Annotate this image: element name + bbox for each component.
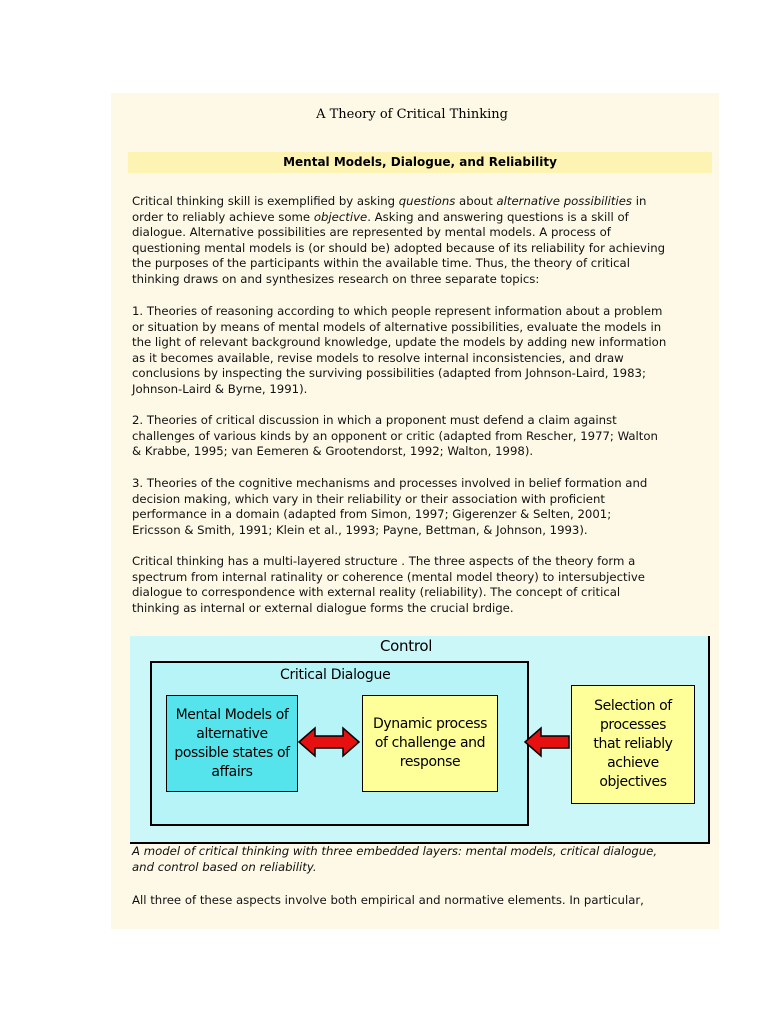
control-layer-label: Control bbox=[380, 637, 433, 655]
point-1-paragraph: 1. Theories of reasoning according to which people represent information about a problem or situation by means of mental models of alternative possibilities, evaluate the models in the light of relevant background knowledge, update the models by adding new information as it becomes available, revise models to resolve internal inconsistencies, and draw conclusions by inspecting the surviving possibilities (adapted from Johnson-Laird, 1983; Johnson-Laird & Byrne, 1991). bbox=[132, 304, 667, 396]
mental-models-text: Mental Models of alternative possible states of affairs bbox=[174, 706, 290, 780]
selection-of-processes-box bbox=[571, 685, 695, 804]
double-headed-arrow-icon bbox=[298, 725, 360, 759]
point-2-paragraph: 2. Theories of critical discussion in which a proponent must defend a claim against challenges of various kinds by an opponent or critic (adapted from Rescher, 1977; Walton & Krabbe, 1995; van Eemeren & Grootendorst, 1992; Walton, 1998). bbox=[132, 413, 658, 459]
point-3-paragraph: 3. Theories of the cognitive mechanisms and processes involved in belief formation and decision making, which vary in their reliability or their association with proficient performance in a domain (adapted from Simon, 1997; Gigerenzer & Selten, 2001; Ericsson & Smith, 1991; Klein et al., 1993; Payne, Bettman, & Johnson, 1993). bbox=[132, 476, 648, 537]
mental-models-box bbox=[166, 695, 298, 792]
section-heading: Mental Models, Dialogue, and Reliability bbox=[128, 152, 712, 173]
emphasis-objective: objective bbox=[313, 209, 368, 224]
closing-paragraph: All three of these aspects involve both empirical and normative elements. In particular, bbox=[132, 893, 644, 907]
intro-paragraph: Critical thinking skill is exemplified by asking questions about alternative possibilities in order to reliably achieve some objective. Asking and answering questions is a skill of dialogue. Alternative possibilities are represented by mental models. A process of questioning mental models is (or should be) adopted because of its reliability for achieving the purposes of the participants within the available time. Thus, the theory of critical thinking draws on and synthesizes research on three separate topics: bbox=[132, 194, 666, 286]
critical-thinking-diagram bbox=[130, 636, 710, 844]
document-page bbox=[111, 93, 719, 929]
dynamic-process-box bbox=[362, 695, 498, 792]
dynamic-process-text: Dynamic process of challenge and response bbox=[373, 716, 487, 770]
document-title: A Theory of Critical Thinking bbox=[316, 107, 508, 122]
left-arrow-icon bbox=[524, 725, 570, 759]
figure-caption: A model of critical thinking with three embedded layers: mental models, critical dialogue, and control based on reliability. bbox=[132, 844, 658, 874]
structure-paragraph: Critical thinking has a multi-layered structure . The three aspects of the theory form a spectrum from internal ratinality or coherence (mental model theory) to intersubjective dialogue to correspondence with external reality (reliability). The concept of critical thinking as internal or external dialogue forms the crucial brdige. bbox=[132, 554, 645, 615]
emphasis-alternative-possibilities: alternative possibilities bbox=[496, 194, 632, 208]
emphasis-questions: questions bbox=[398, 194, 456, 208]
critical-dialogue-label: Critical Dialogue bbox=[280, 667, 391, 683]
selection-of-processes-text: Selection of processes that reliably achieve objectives bbox=[593, 698, 673, 790]
